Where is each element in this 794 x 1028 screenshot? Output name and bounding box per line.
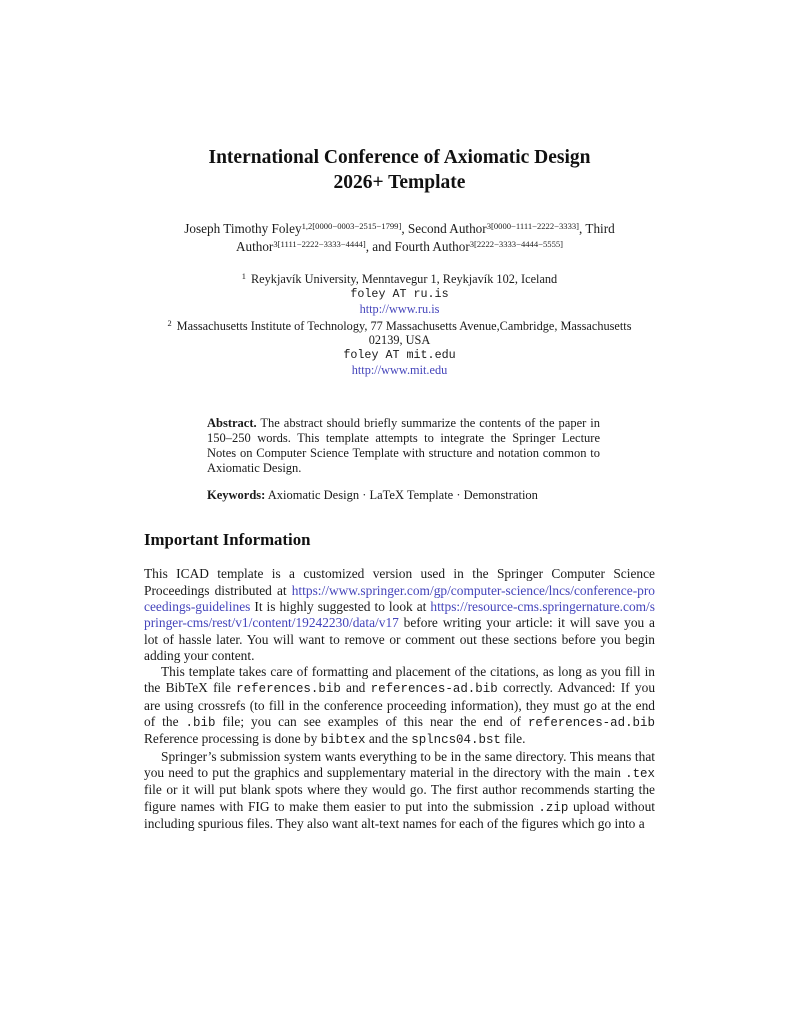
text-run: Joseph Timothy Foley — [184, 221, 302, 237]
affiliation-url-link[interactable]: http://www.ru.is — [359, 301, 440, 316]
paragraph — [144, 664, 655, 748]
text-run: and — [340, 680, 371, 696]
affiliation-address: Massachusetts Institute of Technology, 77 Massachusetts Avenue,Cambridge, Massachusetts 02139, USA — [176, 318, 632, 348]
text-run: and the — [365, 731, 412, 747]
hyperlink[interactable]: https://resource-cms.springernature.com/springer-cms/rest/v1/content/19242230/data/v17 — [144, 598, 655, 631]
keywords — [144, 488, 655, 503]
text-run: file. — [500, 731, 526, 747]
affiliation — [156, 317, 644, 378]
hyperlink[interactable]: https://www.springer.com/gp/computer-science/lncs/conference-proceedings-guidelines — [144, 582, 655, 614]
abstract — [144, 416, 655, 477]
text-run: This ICAD template is a customized version used in the Springer Computer Science Proceedings distributed at — [144, 566, 655, 598]
code-text: references-ad.bib — [370, 682, 498, 697]
code-text: bibtex — [320, 733, 366, 748]
text-run: before writing your article: it will save you a lot of hassle later. You will want to remove or comment out these sections before you begin adding your content. — [144, 615, 655, 663]
paper-title-line1: International Conference of Axiomatic Design — [208, 147, 591, 168]
paragraph — [144, 749, 655, 832]
text-run: , Second Author — [401, 221, 487, 237]
keywords-label: Keywords: — [207, 488, 266, 503]
affiliation-url-line — [156, 363, 644, 378]
text-column — [144, 0, 655, 832]
affiliation-url-line — [156, 302, 644, 317]
text-run: file; you can see examples of this near the end of — [215, 714, 528, 730]
affiliation-email: foley AT mit.edu — [343, 348, 456, 363]
affiliation-email: foley AT ru.is — [350, 287, 449, 302]
text-run: This template takes care of formatting and placement of the citations, as long as you fill in the BibTeX file — [144, 664, 655, 696]
orcid-superscript: 3[1111−2222−3333−4444] — [273, 238, 366, 249]
affiliation-marker: 2 — [167, 318, 172, 328]
affiliation-marker: 1 — [241, 272, 246, 282]
abstract-label: Abstract. — [207, 415, 257, 430]
code-text: splncs04.bst — [411, 733, 501, 748]
orcid-superscript: 3[2222−3333−4444−5555] — [469, 238, 564, 249]
affiliation-address-line — [156, 270, 644, 287]
code-text: .bib — [185, 716, 216, 731]
keywords-list: Axiomatic Design · LaTeX Template · Demonstration — [267, 488, 538, 503]
paper-title-line2: 2026+ Template — [333, 172, 466, 193]
affiliation-address: Reykjavík University, Menntavegur 1, Reykjavík 102, Iceland — [250, 272, 558, 287]
paper-title — [144, 145, 655, 195]
affiliation-address-line — [156, 317, 644, 349]
text-run: file or it will put blank spots where they would go. The first author recommends starting the figure names with FIG to make them easier to put into the submission — [144, 782, 655, 814]
text-run: correctly. Advanced: If you are using crossrefs (to fill in the conference proceeding information), they must go at the end of the — [144, 680, 656, 730]
affiliations-block — [156, 270, 644, 377]
text-run: It is highly suggested to look at — [250, 598, 431, 614]
affiliation — [156, 270, 644, 316]
section-heading: Important Information — [144, 530, 311, 550]
text-run: , and Fourth Author — [365, 238, 470, 254]
code-text: references.bib — [236, 682, 341, 697]
text-run: Springer’s submission system wants everything to be in the same directory. This means that you need to put the graphics and supplementary material in the directory with the main — [144, 748, 655, 780]
affiliation-url-link[interactable]: http://www.mit.edu — [351, 362, 448, 377]
text-run: Reference processing is done by — [144, 731, 321, 747]
text-run: , Third Author — [235, 221, 615, 254]
orcid-superscript: 3[0000−1111−2222−3333] — [486, 221, 580, 231]
code-text: .tex — [625, 766, 655, 781]
text-run: upload without including spurious files. They also want alt-text names for each of the figures which go into a — [144, 798, 655, 831]
paragraph — [144, 566, 655, 664]
orcid-superscript: 1,2[0000−0003−2515−1799] — [301, 221, 402, 231]
abstract-text: The abstract should briefly summarize the contents of the paper in 150–250 words. This template attempts to integrate the Springer Lecture Notes on Computer Science Template with structure and notation common to Axiomatic Design. — [207, 415, 600, 476]
author-list — [164, 219, 636, 254]
code-text: references-ad.bib — [527, 716, 655, 731]
body-paragraphs — [144, 566, 655, 832]
code-text: .zip — [538, 800, 569, 815]
